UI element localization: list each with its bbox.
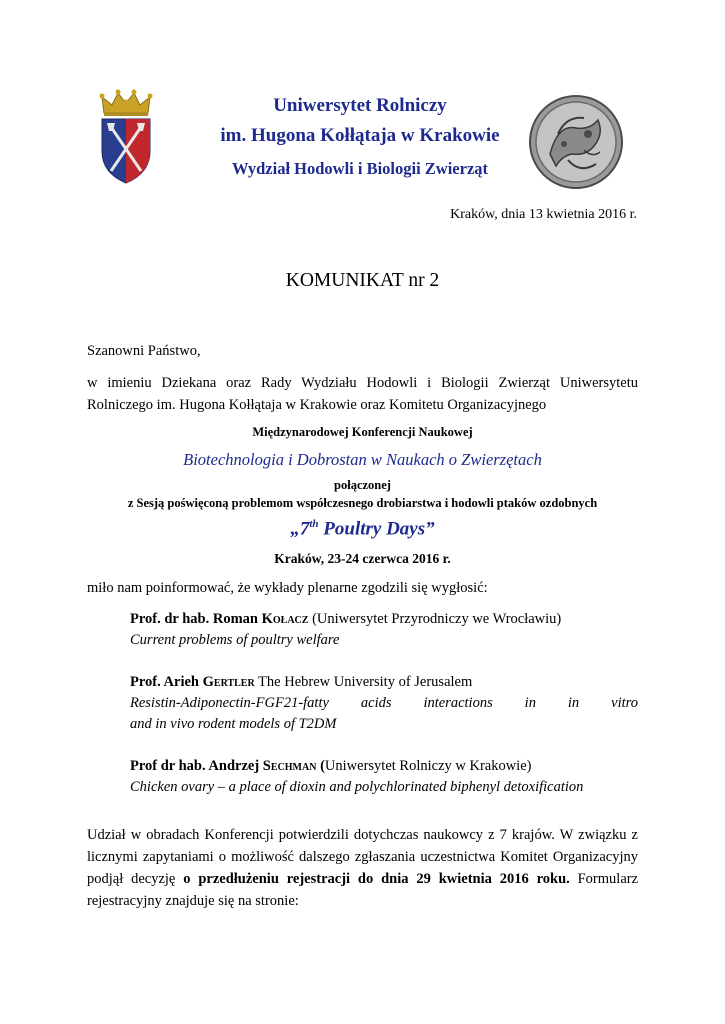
lecture-item <box>130 609 638 651</box>
lecturer-name: Prof. Arieh <box>130 674 203 690</box>
lecturer-affiliation: (Uniwersytet Przyrodniczy we Wrocławiu) <box>308 611 562 627</box>
poultry-superscript: th <box>309 518 319 530</box>
university-name-line1: Uniwersytet Rolniczy <box>273 95 447 116</box>
lecture-item <box>130 756 638 798</box>
date-line: Kraków, dnia 13 kwietnia 2016 r. <box>450 207 637 222</box>
lecturer <box>130 609 638 630</box>
lecturer-name: Prof dr hab. Andrzej <box>130 758 263 774</box>
lecturer-surname-initial: K <box>261 611 273 627</box>
lecturer-name: Prof. dr hab. Roman <box>130 611 262 627</box>
lecturer-affiliation: The Hebrew University of Jerusalem <box>254 674 473 690</box>
lecturer <box>130 672 638 693</box>
session-description: z Sesją poświęconą problemom współczesnego drobiarstwa i hodowli ptaków ozdobnych <box>127 496 598 510</box>
lecturer-affiliation-paren: ( <box>316 758 325 774</box>
closing-text-1: Udział w obradach Konferencji potwierdzili dotychczas naukowcy z 7 krajów. W związku z licznymi zapytaniami o możliwość dalszego zgłaszania uczestnictwa Komitet Organizacyjny podjął decyzję <box>87 827 638 887</box>
faculty-seal-icon <box>528 94 624 190</box>
poultry-rest: Poultry Days” <box>318 518 435 540</box>
faculty-name: Wydział Hodowli i Biologii Zwierząt <box>231 159 489 178</box>
document-title: KOMUNIKAT nr 2 <box>285 270 440 291</box>
lecturer-affiliation: Uniwersytet Rolniczy w Krakowie) <box>324 758 532 774</box>
poultry-open: „7 <box>290 518 310 540</box>
lecturer-surname-rest: ertler <box>213 674 255 690</box>
lecturer-surname-initial: G <box>202 674 214 690</box>
registration-extension: o przedłużeniu rejestracji do dnia 29 kwietnia 2016 roku. <box>183 871 570 887</box>
event-date: Kraków, 23-24 czerwca 2016 r. <box>274 551 451 566</box>
lecturer-surname-initial: S <box>262 758 271 774</box>
lecture-item <box>130 672 638 735</box>
lecture-title: Current problems of poultry welfare <box>130 632 340 648</box>
conference-type: Międzynarodowej Konferencji Naukowej <box>252 425 473 439</box>
lectures-intro: miło nam poinformować, że wykłady plenarne zgodzili się wygłosić: <box>87 580 488 596</box>
conference-combined: połączonej <box>334 478 391 492</box>
greeting: Szanowni Państwo, <box>87 343 201 359</box>
closing-text-2: Formularz rejestracyjny znajduje się na stronie: <box>87 871 639 909</box>
lecturer-surname-rest: echman <box>270 758 317 774</box>
university-crest-icon <box>96 85 156 185</box>
lecture-title-line2: and in vivo rodent models of T2DM <box>130 716 337 732</box>
poultry-days-title <box>60 518 665 540</box>
university-name-line2: im. Hugona Kołłątaja w Krakowie <box>220 125 500 146</box>
lecture-title-line1: Resistin-Adiponectin-FGF21-fatty acids interactions in in vitro <box>130 695 638 711</box>
lecturer <box>130 756 638 777</box>
intro-paragraph: w imieniu Dziekana oraz Rady Wydziału Hodowli i Biologii Zwierząt Uniwersytetu Rolniczego im. Hugona Kołłątaja w Krakowie oraz Komitetu Organizacyjnego <box>87 375 638 413</box>
conference-title: Biotechnologia i Dobrostan w Naukach o Zwierzętach <box>183 450 542 469</box>
closing-paragraph <box>87 824 638 912</box>
lecturer-surname-rest: ołacz <box>272 611 309 627</box>
lecture-title: Chicken ovary – a place of dioxin and polychlorinated biphenyl detoxification <box>130 779 584 795</box>
